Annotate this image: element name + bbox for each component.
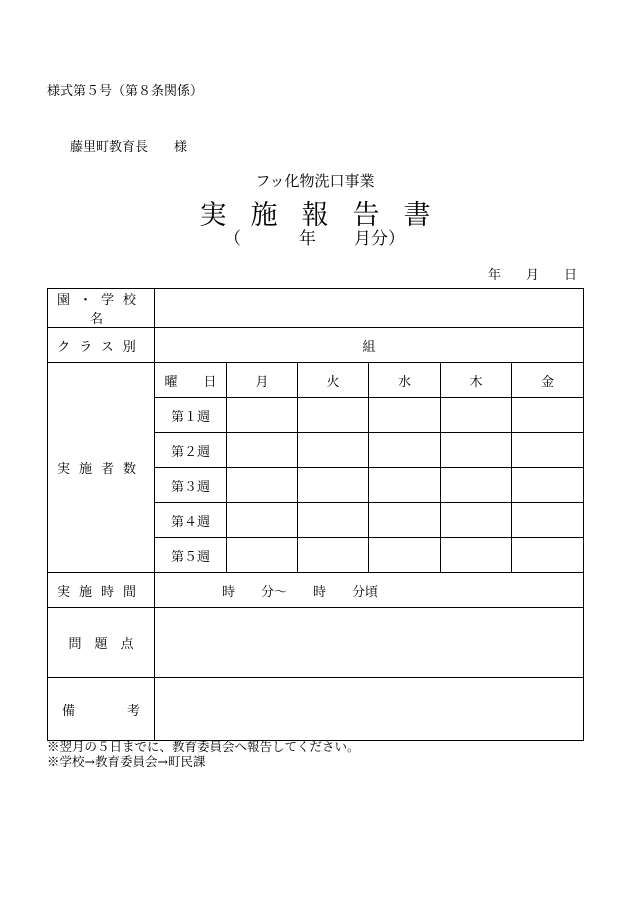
count-cell[interactable] [298,398,369,433]
weekday-tue: 火 [298,363,369,398]
count-cell[interactable] [512,398,584,433]
note-deadline: ※翌月の５日までに、教育委員会へ報告してください。 [47,739,360,754]
week-label: 第４週 [155,503,227,538]
class-field[interactable]: 組 [155,328,584,363]
count-cell[interactable] [441,398,512,433]
count-cell[interactable] [298,433,369,468]
weekday-header: 曜 日 [155,363,227,398]
addressee-name: 藤里町教育長 [70,140,149,155]
count-cell[interactable] [298,538,369,573]
period-month: 月分） [354,229,405,249]
weekday-fri: 金 [512,363,584,398]
count-cell[interactable] [298,503,369,538]
remarks-field[interactable] [155,678,584,741]
week-label: 第１週 [155,398,227,433]
count-cell[interactable] [369,468,441,503]
report-table [47,288,584,741]
count-cell[interactable] [512,503,584,538]
problems-label: 問 題 点 [48,608,155,678]
count-cell[interactable] [227,468,298,503]
count-cell[interactable] [227,503,298,538]
time-label: 実施時間 [48,573,155,608]
count-cell[interactable] [441,433,512,468]
weekday-thu: 木 [441,363,512,398]
count-cell[interactable] [298,468,369,503]
count-cell[interactable] [369,433,441,468]
document-subtitle: フッ化物洗口事業 [255,172,375,190]
time-field[interactable]: 時 分～ 時 分頃 [155,573,584,608]
weekday-mon: 月 [227,363,298,398]
count-cell[interactable] [441,468,512,503]
form-number: 様式第５号（第８条関係） [47,84,204,99]
school-name-label: 園・学校名 [48,289,155,328]
weekday-wed: 水 [369,363,441,398]
count-cell[interactable] [441,538,512,573]
count-cell[interactable] [441,503,512,538]
document-title: 実施報告書 [199,200,455,231]
participants-label: 実施者数 [48,363,155,573]
notes [47,739,360,769]
note-routing: ※学校→教育委員会→町民課 [47,754,206,769]
count-cell[interactable] [227,538,298,573]
week-label: 第２週 [155,433,227,468]
period-year: 年 [299,229,316,249]
count-cell[interactable] [512,433,584,468]
class-label: クラス別 [48,328,155,363]
week-label: 第３週 [155,468,227,503]
school-name-field[interactable] [155,289,584,328]
count-cell[interactable] [369,503,441,538]
problems-field[interactable] [155,608,584,678]
count-cell[interactable] [369,398,441,433]
count-cell[interactable] [227,433,298,468]
count-cell[interactable] [512,468,584,503]
week-label: 第５週 [155,538,227,573]
count-cell[interactable] [512,538,584,573]
date-month: 月 [526,268,540,283]
count-cell[interactable] [369,538,441,573]
count-cell[interactable] [227,398,298,433]
period-open: （ [224,229,241,249]
remarks-label: 備 考 [48,678,155,741]
date-year: 年 [488,268,502,283]
date-day: 日 [564,268,578,283]
addressee [70,136,187,155]
report-period [224,224,405,249]
addressee-honorific: 様 [174,140,188,155]
report-date [488,264,577,283]
